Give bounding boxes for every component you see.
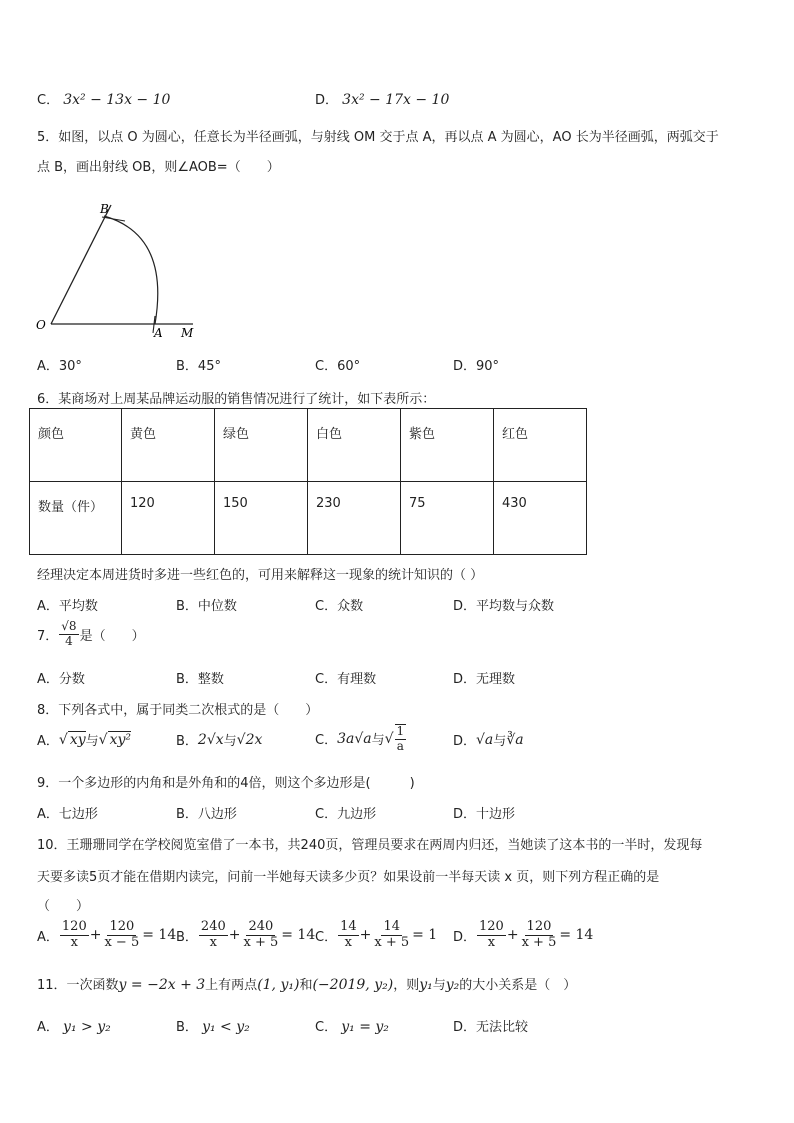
q11-text: 的大小关系是（ ） — [459, 978, 577, 993]
q11-y2: y₂ — [445, 977, 460, 993]
q11-option-b-expr: y₁ < y₂ — [202, 1019, 250, 1035]
q11-function: y = −2x + 3 — [118, 977, 206, 993]
fraction-den: x — [209, 934, 217, 950]
fraction — [60, 920, 89, 951]
q5-stem-line1: 5．如图，以点 O 为圆心，任意长为半径画弧，与射线 OM 交于点 A，再以点 A 为圆心，AO 长为半径画弧，两弧交于 — [37, 130, 719, 145]
q11-point-1: (1, y₁) — [257, 977, 300, 993]
fraction — [199, 920, 228, 951]
q5-option-b: B．45° — [176, 359, 221, 374]
q11-text: 与 — [432, 978, 446, 993]
fraction — [102, 920, 141, 951]
q10-stem-line1: 10．王珊珊同学在学校阅览室借了一本书，共240页，管理员要求在两周内归还，当她读了这本书的一半时，发现每 — [37, 838, 703, 853]
fraction-num: 14 — [383, 919, 401, 934]
arc-from-a — [104, 216, 158, 324]
q8-option-a-expr1: √ xy — [58, 731, 86, 748]
q10-option-d-rhs: = 14 — [559, 927, 594, 944]
table-cell: 150 — [215, 482, 308, 555]
fraction-num: 14 — [340, 919, 357, 934]
q11-text: 上有两点 — [205, 978, 258, 993]
fraction-den: a — [396, 738, 404, 753]
table-cell: 黄色 — [122, 409, 215, 482]
fraction-den: x − 5 — [104, 934, 140, 950]
q11-stem — [37, 974, 576, 993]
q8-option-d-expr2: ∛a — [506, 731, 524, 748]
q7-tail: 是（ ） — [79, 628, 145, 644]
fraction-den: x — [487, 934, 496, 950]
table-cell: 230 — [308, 482, 401, 555]
fraction-num: 120 — [479, 919, 504, 934]
table-cell: 颜色 — [30, 409, 122, 482]
q10-option-b-rhs: = 14 — [281, 927, 316, 944]
fraction-den: x — [70, 934, 78, 950]
fraction — [520, 920, 559, 951]
table-cell: 紫色 — [401, 409, 494, 482]
q8-option-a — [37, 730, 131, 749]
q11-option-c-label: C． — [315, 1020, 338, 1035]
table-cell: 75 — [401, 482, 494, 555]
table-cell: 120 — [122, 482, 215, 555]
q10-option-a-rhs: = 14 — [142, 927, 177, 944]
q11-option-b-label: B． — [176, 1020, 198, 1035]
label-b: B — [100, 202, 109, 216]
table-cell: 红色 — [494, 409, 587, 482]
q7-fraction-num: √8 — [61, 619, 77, 633]
radicand: xy — [69, 731, 86, 748]
q6-option-d: D．平均数与众数 — [453, 599, 555, 614]
plus-sign: + — [506, 927, 519, 944]
fraction-num: 120 — [109, 919, 135, 934]
q10-option-a-label: A． — [37, 929, 59, 945]
q11-option-c-expr: y₁ = y₂ — [341, 1019, 389, 1035]
q4-option-d-expr: 3x² − 17x − 10 — [342, 92, 450, 108]
q5-option-c: C．60° — [315, 359, 361, 374]
fraction-num: 240 — [248, 919, 274, 934]
q8-stem: 8．下列各式中，属于同类二次根式的是（ ） — [37, 703, 319, 718]
q11-point-2: (−2019, y₂) — [312, 977, 394, 993]
q5-option-d: D．90° — [453, 359, 500, 374]
q10-option-a — [37, 920, 176, 951]
q5-option-a: A．30° — [37, 359, 82, 374]
q8-option-a-expr2: √ xy² — [98, 731, 131, 748]
q8-option-c-expr2: √ $\frac{1}{a}$ — [384, 724, 405, 753]
q4-option-c — [37, 89, 170, 108]
q8-option-a-mid: 与 — [85, 734, 99, 749]
plus-sign: + — [228, 927, 241, 944]
q6-stem2: 经理决定本周进货时多进一些红色的，可用来解释这一现象的统计知识的（ ） — [37, 568, 484, 583]
label-a: A — [154, 326, 163, 340]
fraction — [241, 920, 280, 951]
fraction — [477, 920, 506, 951]
q10-option-b — [176, 920, 315, 951]
q8-option-d-expr1: √a — [476, 731, 494, 748]
q8-option-d — [453, 730, 524, 749]
fraction — [372, 920, 411, 951]
table-cell: 绿色 — [215, 409, 308, 482]
q11-option-a-expr: y₁ > y₂ — [63, 1019, 111, 1035]
q11-option-b — [176, 1016, 250, 1035]
q8-option-c — [315, 724, 407, 754]
q4-option-d — [315, 89, 449, 108]
q11-y1: y₁ — [419, 977, 433, 993]
radicand: xy² — [109, 731, 131, 748]
q4-option-c-label: C． — [37, 93, 60, 108]
q7-stem — [37, 620, 145, 649]
q6-stem: 6．某商场对上周某品牌运动服的销售情况进行了统计，如下表所示： — [37, 392, 436, 407]
q8-option-b-expr1: 2√x — [197, 731, 224, 748]
q11-text: 和 — [299, 978, 313, 993]
fraction-num: 120 — [526, 919, 552, 934]
q8-option-c-label: C． — [315, 733, 338, 749]
q5-geometry-figure — [30, 185, 205, 345]
q8-option-d-label: D． — [453, 734, 477, 749]
table-cell: 白色 — [308, 409, 401, 482]
q10-option-c-label: C． — [315, 929, 338, 945]
q11-option-a — [37, 1016, 111, 1035]
q9-stem: 9．一个多边形的内角和是外角和的4倍，则这个多边形是( ) — [37, 776, 415, 791]
q9-option-d: D．十边形 — [453, 807, 516, 822]
q6-option-b: B．中位数 — [176, 599, 237, 614]
q9-option-c: C．九边形 — [315, 807, 377, 822]
fraction-num: 240 — [200, 919, 226, 934]
q10-stem-line3: （ ） — [37, 899, 90, 914]
q10-option-c — [315, 920, 437, 951]
q10-option-c-rhs: = 1 — [412, 927, 438, 944]
fraction-den: x + 5 — [243, 934, 279, 950]
q7-option-a: A．分数 — [37, 672, 85, 687]
fraction-num: 1 — [396, 724, 405, 738]
q10-stem-line2: 天要多读5页才能在借期内读完，问前一半她每天读多少页？如果设前一半每天读 x 页，则下列方程正确的是 — [37, 870, 660, 885]
q10-option-d — [453, 920, 593, 951]
q7-fraction-den: 4 — [65, 633, 73, 648]
fraction-den: x — [344, 934, 353, 950]
q9-option-a: A．七边形 — [37, 807, 98, 822]
q8-option-a-label: A． — [37, 734, 59, 749]
fraction — [338, 920, 359, 951]
q6-option-c: C．众数 — [315, 599, 364, 614]
q7-option-d: D．无理数 — [453, 672, 516, 687]
q8-option-b-label: B． — [176, 734, 198, 749]
q7-option-c: C．有理数 — [315, 672, 377, 687]
label-o: O — [36, 318, 46, 332]
q8-option-b-mid: 与 — [223, 734, 237, 749]
q7-number: 7． — [37, 628, 59, 644]
q7-option-b: B．整数 — [176, 672, 224, 687]
q7-fraction — [59, 620, 78, 649]
table-row — [30, 482, 587, 555]
table-header-row — [30, 409, 587, 482]
q8-option-d-mid: 与 — [493, 734, 507, 749]
fraction-den: x + 5 — [521, 934, 557, 950]
q8-option-c-mid: 与 — [371, 733, 385, 749]
ray-ob — [51, 205, 111, 324]
q6-option-a: A．平均数 — [37, 599, 98, 614]
q8-option-c-fraction — [395, 724, 407, 754]
plus-sign: + — [89, 927, 102, 944]
q4-option-d-label: D． — [315, 93, 339, 108]
q10-option-d-label: D． — [453, 929, 477, 945]
q8-option-c-expr1: 3a√a — [337, 730, 372, 747]
q11-option-a-label: A． — [37, 1020, 59, 1035]
arc-mark-b — [102, 217, 125, 221]
q11-option-c — [315, 1016, 389, 1035]
plus-sign: + — [359, 927, 372, 944]
q11-text: ，则 — [393, 978, 420, 993]
q9-option-b: B．八边形 — [176, 807, 237, 822]
fraction-num: 120 — [61, 919, 87, 934]
q6-sales-table — [29, 408, 587, 555]
q8-option-b — [176, 730, 262, 749]
q4-option-c-expr: 3x² − 13x − 10 — [63, 92, 171, 108]
fraction-den: x + 5 — [374, 934, 410, 950]
table-cell: 数量（件） — [30, 482, 122, 555]
table-cell: 430 — [494, 482, 587, 555]
q11-option-d: D．无法比较 — [453, 1020, 529, 1035]
label-m: M — [181, 326, 194, 340]
q10-option-b-label: B． — [176, 929, 198, 945]
q11-text: 11．一次函数 — [37, 978, 119, 993]
q8-option-b-expr2: √2x — [236, 731, 263, 748]
q5-stem-line2: 点 B，画出射线 OB，则∠AOB=（ ） — [37, 160, 280, 175]
